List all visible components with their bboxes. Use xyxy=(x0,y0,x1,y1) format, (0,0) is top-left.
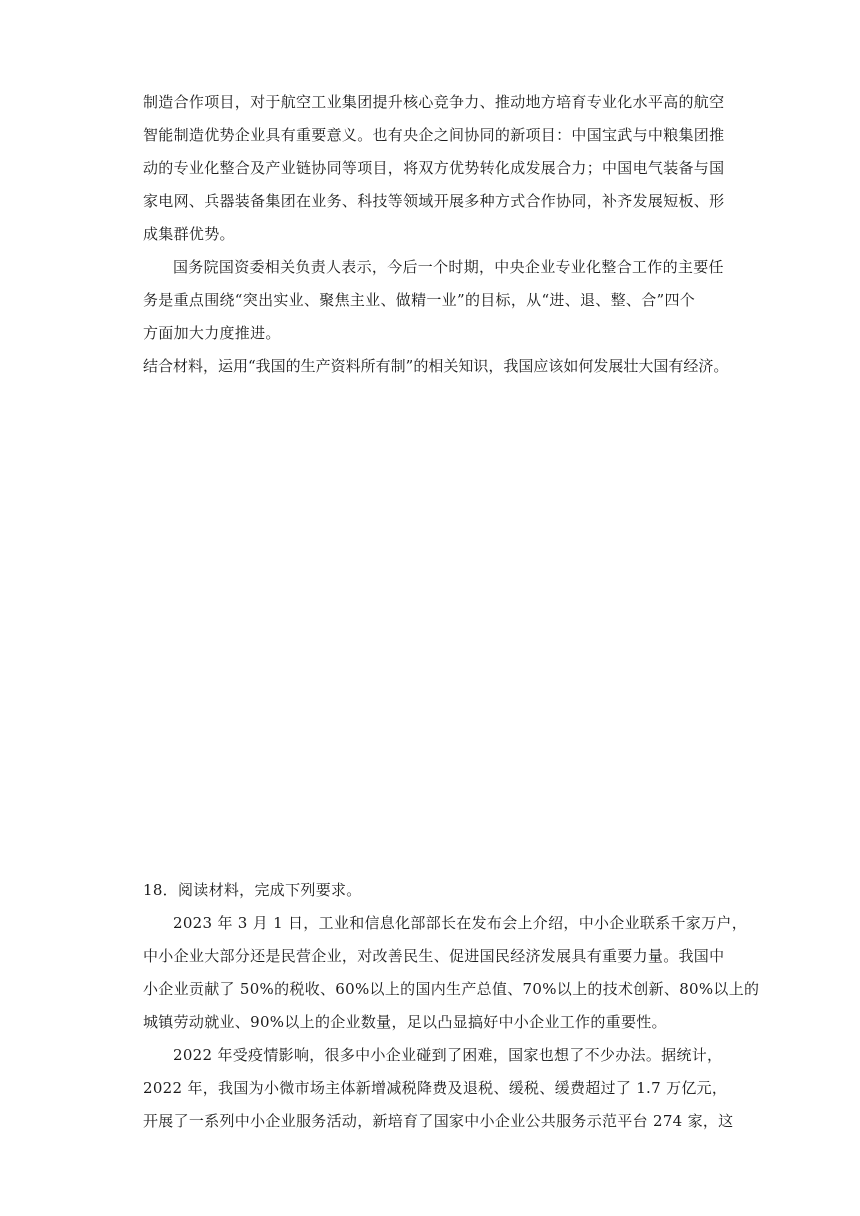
question-18 xyxy=(143,874,760,1138)
paragraph-line: 开展了一系列中小企业服务活动，新培育了国家中小企业公共服务示范平台 274 家，这 xyxy=(143,1112,734,1130)
question-18-heading: 18．阅读材料，完成下列要求。 xyxy=(143,881,362,899)
paragraph-line: 2022 年，我国为小微市场主体新增减税降费及退税、缓税、缓费超过了 1.7 万亿元， xyxy=(143,1079,728,1097)
paragraph-line: 制造合作项目，对于航空工业集团提升核心竞争力、推动地方培育专业化水平高的航空 xyxy=(143,93,725,111)
paragraph-line: 动的专业化整合及产业链协同等项目，将双方优势转化成发展合力；中国电气装备与国 xyxy=(143,159,725,177)
paragraph-line: 城镇劳动就业、90%以上的企业数量，足以凸显搞好中小企业工作的重要性。 xyxy=(143,1013,667,1031)
paragraph-line: 2022 年受疫情影响，很多中小企业碰到了困难，国家也想了不少办法。据统计， xyxy=(173,1046,723,1064)
material-continuation xyxy=(143,86,729,383)
paragraph-line: 国务院国资委相关负责人表示，今后一个时期，中央企业专业化整合工作的主要任 xyxy=(173,258,724,276)
paragraph-line: 中小企业大部分还是民营企业，对改善民生、促进国民经济发展具有重要力量。我国中 xyxy=(143,947,725,965)
paragraph-line: 2023 年 3 月 1 日，工业和信息化部部长在发布会上介绍，中小企业联系千家万户， xyxy=(173,914,748,932)
paragraph-line: 务是重点围绕“突出实业、聚焦主业、做精一业”的目标，从“进、退、整、合”四个 xyxy=(143,291,696,309)
paragraph-line: 智能制造优势企业具有重要意义。也有央企之间协同的新项目：中国宝武与中粮集团推 xyxy=(143,126,725,144)
paragraph-line: 成集群优势。 xyxy=(143,225,235,243)
paragraph-line: 方面加大力度推进。 xyxy=(143,324,281,342)
paragraph-line: 家电网、兵器装备集团在业务、科技等领域开展多种方式合作协同，补齐发展短板、形 xyxy=(143,192,725,210)
paragraph-line: 小企业贡献了 50%的税收、60%以上的国内生产总值、70%以上的技术创新、80%以上的 xyxy=(143,980,760,998)
question-17-prompt: 结合材料，运用“我国的生产资料所有制”的相关知识，我国应该如何发展壮大国有经济。 xyxy=(143,357,729,375)
